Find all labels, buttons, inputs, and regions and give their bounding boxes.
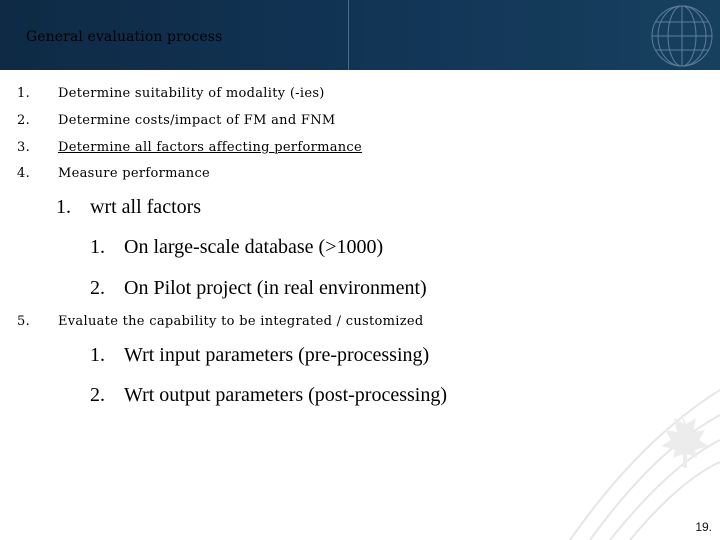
header-divider [348,0,349,70]
list-text: Measure performance [58,166,211,181]
sub-list-item [56,196,201,219]
sub-list-item [90,384,447,407]
sub-sub-list-item [90,277,427,300]
slide-title: General evaluation process [26,29,223,45]
list-number: 5. [17,314,31,329]
sub-list-item [90,344,429,367]
globe-icon [620,0,720,70]
list-text: Determine costs/impact of FM and FNM [58,113,336,128]
sub-list-text: wrt all factors [90,196,202,218]
list-text: Determine all factors affecting performance [58,140,363,155]
sub-list-text: On large-scale database (>1000) [124,236,384,258]
page-number: 19. [695,520,712,534]
sub-list-number: 1. [90,236,105,258]
list-number: 4. [17,166,31,181]
sub-list-text: On Pilot project (in real environment) [124,277,427,299]
list-number: 3. [17,140,31,155]
sub-list-number: 1. [56,196,71,218]
sub-list-number: 2. [90,277,105,299]
header-banner [0,0,720,70]
list-number: 1. [17,86,31,101]
sub-list-text: Wrt input parameters (pre-processing) [124,344,430,366]
maple-leaf-swoosh-decoration [530,240,720,540]
sub-sub-list-item [90,236,383,259]
sub-list-number: 1. [90,344,105,366]
list-number: 2. [17,113,31,128]
list-text: Determine suitability of modality (-ies) [58,86,325,101]
sub-list-number: 2. [90,384,105,406]
list-text: Evaluate the capability to be integrated / customized [58,314,424,329]
sub-list-text: Wrt output parameters (post-processing) [124,384,447,406]
